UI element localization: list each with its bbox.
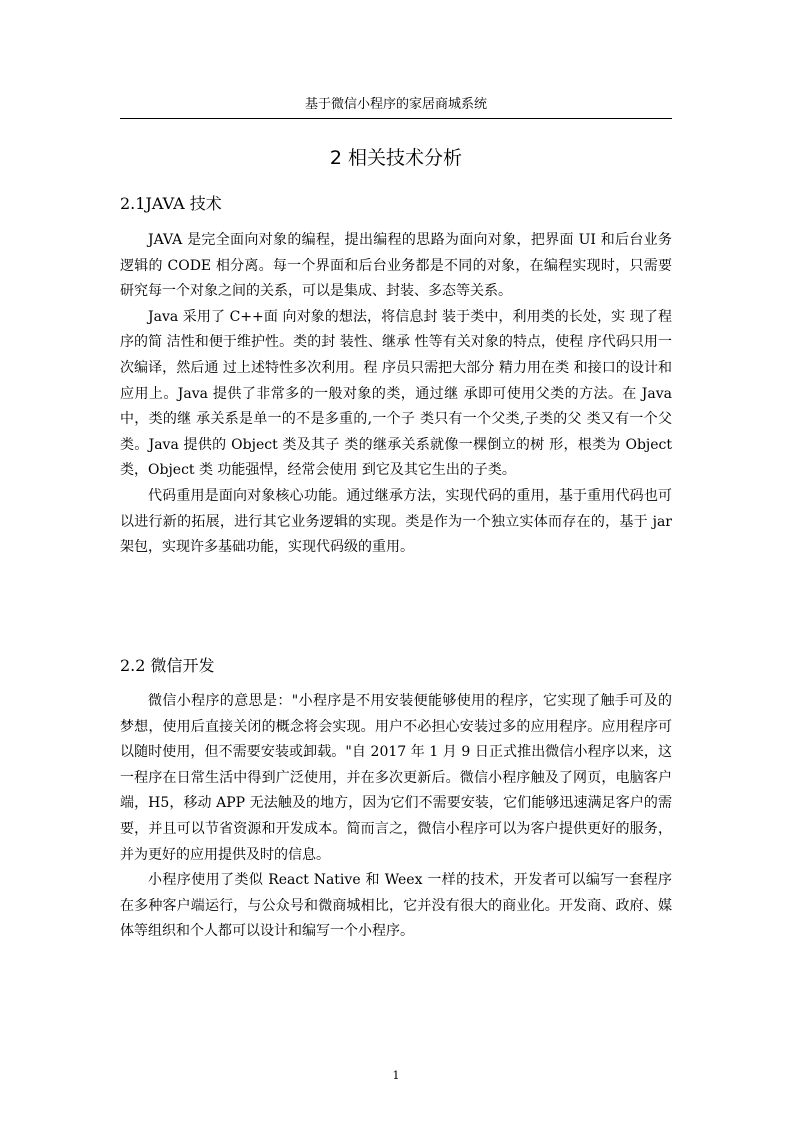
section-number: 2.2 xyxy=(120,656,146,675)
running-header: 基于微信小程序的家居商城系统 xyxy=(304,97,487,112)
paragraph: Java 采用了 C++面 向对象的想法，将信息封 装于类中，利用类的长处，实 现了程序的简 洁性和便于维护性。类的封 装性、继承 性等有关对象的特点，使程 序代码只用一次编译，然后通 过上述特性多次利用。程 序员只需把大部分 精力用在类 和接口的设计和应用上。Java 提供了非常多的一般对象的类，通过继 承即可使用父类的方法。在 Java 中，类的继 承关系是单一的不是多重的,一个子 类只有一个父类,子类的父 类又有一个父类。Java 提供的 Object 类及其子 类的继承关系就像一棵倒立的树 形，根类为 Object 类，Object 类 功能强悍，经常会使用 到它及其它生出的子类。 xyxy=(120,308,672,479)
section-body-java xyxy=(120,228,672,561)
chapter-title: 2 相关技术分析 xyxy=(329,147,463,169)
section-number: 2.1JAVA xyxy=(120,194,185,213)
section-title: 微信开发 xyxy=(145,656,215,675)
paragraph: 微信小程序的意思是："小程序是不用安装便能够使用的程序，它实现了触手可及的梦想，使用后直接关闭的概念将会实现。用户不必担心安装过多的应用程序。应用程序可以随时使用，但不需要安装或卸载。"自 2017 年 1 月 9 日正式推出微信小程序以来，这一程序在日常生活中得到广泛使用，并在多次更新后。微信小程序触及了网页，电脑客户端，H5，移动 APP 无法触及的地方，因为它们不需要安装，它们能够迅速满足客户的需要，并且可以节省资源和开发成本。简而言之，微信小程序可以为客户提供更好的服务，并为更好的应用提供及时的信息。 xyxy=(120,693,672,863)
section-heading-java xyxy=(120,192,672,216)
section-title: 技术 xyxy=(184,194,222,213)
page-number: 1 xyxy=(392,1069,400,1082)
paragraph: 小程序使用了类似 React Native 和 Weex 一样的技术，开发者可以编写一套程序在多种客户端运行，与公众号和微商城相比，它并没有很大的商业化。开发商、政府、媒体等组织和个人都可以设计和编写一个小程序。 xyxy=(120,872,672,940)
section-body-wechat xyxy=(120,689,672,945)
section-heading-wechat xyxy=(120,654,672,678)
paragraph: JAVA 是完全面向对象的编程，提出编程的思路为面向对象，把界面 UI 和后台业务逻辑的 CODE 相分离。每一个界面和后台业务都是不同的对象，在编程实现时，只需要研究每一个对象之间的关系，可以是集成、封装、多态等关系。 xyxy=(120,232,672,300)
header-rule xyxy=(120,118,672,119)
paragraph: 代码重用是面向对象核心功能。通过继承方法，实现代码的重用，基于重用代码也可以进行新的拓展，进行其它业务逻辑的实现。类是作为一个独立实体而存在的，基于 jar 架包，实现许多基础功能，实现代码级的重用。 xyxy=(120,487,672,556)
